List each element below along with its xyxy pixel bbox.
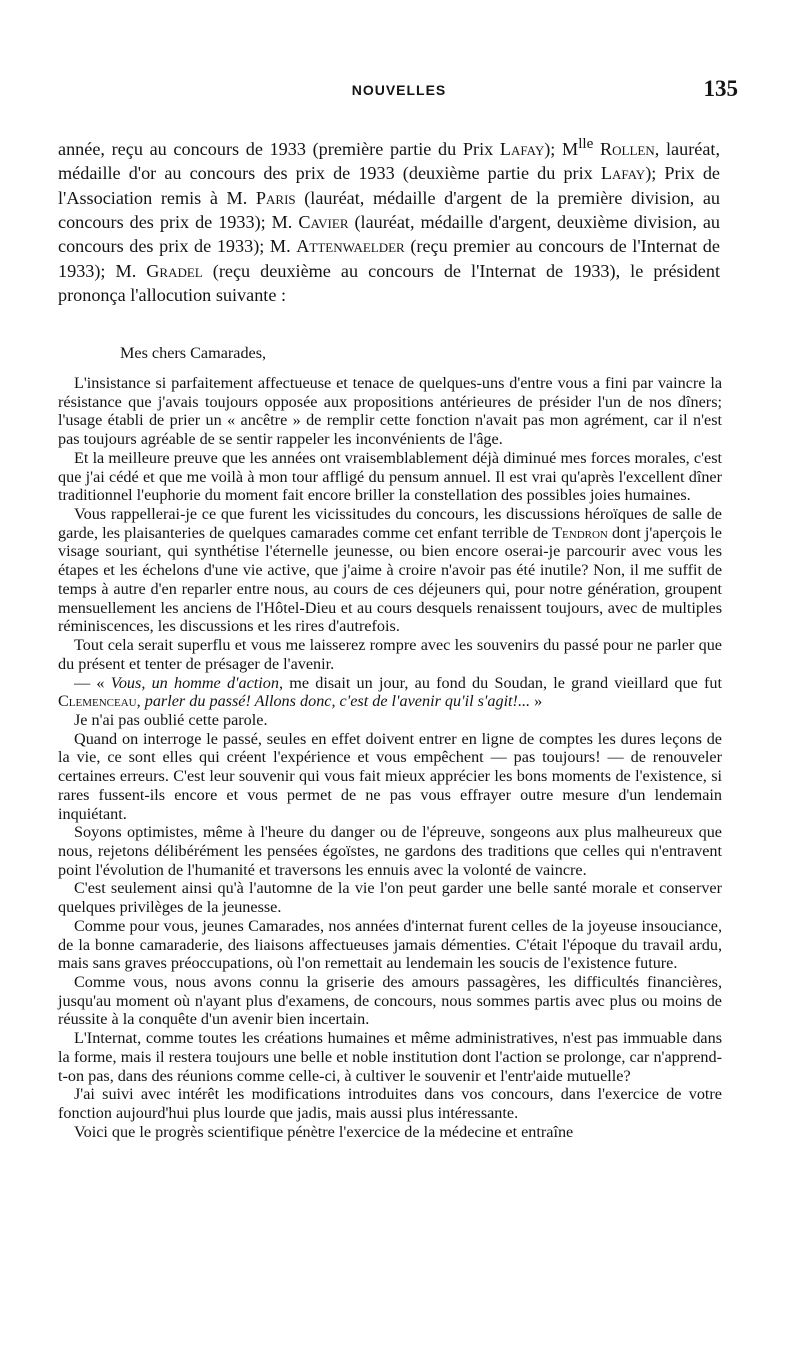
- clemenceau-quote: — « Vous, un homme d'action, me disait un jour, au fond du Soudan, le grand vieillard que fut Clemenceau, parler du passé! Allons donc, c'est de l'avenir qu'il s'agit!... »: [58, 673, 722, 711]
- speech-paragraph-1: L'insistance si parfaitement affectueuse et tenace de quelques-uns d'entre vous a fini par vaincre la résistance que j'avais toujours opposée aux propositions antérieures de présider l'un de nos dîners; l'usage établi de prier un « ancêtre » de remplir cette fonction n'avait pas mon agrément, car il n'est pas toujours agréable de se sentir rappeler les inconvénients de l'âge.: [58, 374, 722, 449]
- name-attenwaelder: Attenwaelder: [296, 236, 405, 257]
- speech-text: [58, 374, 722, 1141]
- name-cavier: Cavier: [298, 211, 349, 232]
- running-head: [60, 76, 738, 106]
- speech-paragraph-2: Et la meilleure preuve que les années ont vraisemblablement déjà diminué mes forces morales, c'est que j'ai cédé et que me voilà à mon tour affligé du pensum annuel. Il est vrai qu'après l'excellent dîner traditionnel l'euphorie du moment fait encore briller la constellation des possibles joies humaines.: [58, 448, 722, 505]
- name-rollen: Rollen: [600, 139, 655, 160]
- running-title: NOUVELLES: [351, 82, 447, 98]
- speech-paragraph-14: Voici que le progrès scientifique pénètre l'exercice de la médecine et entraîne: [74, 1122, 574, 1141]
- speech-paragraph-4: Tout cela serait superflu et vous me laisserez rompre avec les souvenirs du passé pour ne parler que du présent et tenter de présager de l'avenir.: [58, 636, 722, 673]
- superscript-lle: lle: [578, 135, 594, 152]
- name-tendron: Tendron: [552, 523, 608, 542]
- name-lafay-2: Lafay: [600, 163, 646, 184]
- speech-paragraph-10: Comme pour vous, jeunes Camarades, nos années d'internat furent celles de la joyeuse insouciance, de la bonne camaraderie, des liaisons affectueuses jamais démenties. C'était l'époque du travail ardu, mais sans graves préoccupations, où l'on remettait au lendemain les soucis de l'existence future.: [58, 916, 722, 973]
- intro-paragraph: année, reçu au concours de 1933 (première partie du Prix Lafay); $M^{lle}$ Rollen, lauréat, médaille d'or au concours des prix de 1933 (deuxième partie du prix Lafay); Prix de l'Association remis à M. Paris (lauréat, médaille d'argent de la première division, au concours des prix de 1933); M. Cavier (lauréat, médaille d'argent, deuxième division, au concours des prix de 1933); M. Attenwaelder (reçu premier au concours de l'Internat de 1933); M. Gradel (reçu deuxième au concours de l'Internat de 1933), le président prononça l'allocution suivante :: [58, 135, 721, 305]
- speech-paragraph-3: Vous rappellerai-je ce que furent les vicissitudes du concours, les discussions héroïques de salle de garde, les plaisanteries de quelques camarades comme cet enfant terrible de Tendron dont j'aperçois le visage souriant, qui synthétise l'éternelle jeunesse, ou bien encore oserai-je parcourir avec vous les étapes et les échelons d'une vie active, que j'aime à croire n'avoir pas été inutile? Non, il me suffit de temps à autre d'en reparler entre nous, au cours de ces déjeuners qui, pour notre génération, groupent mensuellement les anciens de l'Hôtel-Dieu et au cours desquels renaissent toujours, avec de multiples réminiscences, les discussions et les rires d'autrefois.: [58, 505, 722, 636]
- salutation: Mes chers Camarades,: [120, 344, 267, 362]
- speech-paragraph-6: Je n'ai pas oublié cette parole.: [74, 710, 268, 729]
- speech-paragraph-7: Quand on interroge le passé, seules en effet doivent entrer en ligne de comptes les dures leçons de la vie, ce sont elles qui créent l'expérience et vous empêchent — pas toujours! — de renouveler certaines erreurs. C'est leur souvenir qui vous fait mieux apprécier les bons moments de l'existence, si rares fussent-ils encore et vous permet de ne pas vous effrayer outre mesure d'un lendemain inquiétant.: [58, 729, 722, 823]
- page-number: 135: [703, 76, 738, 101]
- name-clemenceau: Clemenceau: [58, 692, 137, 711]
- speech-paragraph-12: L'Internat, comme toutes les créations humaines et même administratives, n'est pas immuable dans la forme, mais il restera toujours une belle et noble institution dont l'action se prolonge, car n'apprend-t-on pas, dans des réunions comme celle-ci, à cultiver le souvenir et l'entr'aide mutuelle?: [58, 1029, 722, 1085]
- speech-paragraph-9: C'est seulement ainsi qu'à l'automne de la vie l'on peut garder une belle santé morale et conserver quelques privilèges de la jeunesse.: [58, 879, 722, 917]
- speech-paragraph-8: Soyons optimistes, même à l'heure du danger ou de l'épreuve, songeons aux plus malheureux que nous, rejetons délibérément les pensées égoïstes, ne gardons des traditions que celles qui n'entravent point l'évolution de l'humanité et traversons les ennuis avec la volonté de vaincre.: [58, 823, 722, 879]
- speech-paragraph-11: Comme vous, nous avons connu la griserie des amours passagères, les difficultés financières, jusqu'au moment où n'ayant plus d'examens, de concours, nous sommes partis avec plus ou moins de réussite à la conquête d'un avenir bien incertain.: [58, 973, 722, 1029]
- name-paris: Paris: [255, 187, 296, 208]
- name-lafay: Lafay: [499, 139, 545, 160]
- speech-paragraph-13: J'ai suivi avec intérêt les modifications introduites dans vos concours, dans l'exercice de votre fonction aujourd'hui plus lourde que jadis, mais aussi plus intéressante.: [58, 1085, 722, 1123]
- name-gradel: Gradel: [146, 260, 203, 281]
